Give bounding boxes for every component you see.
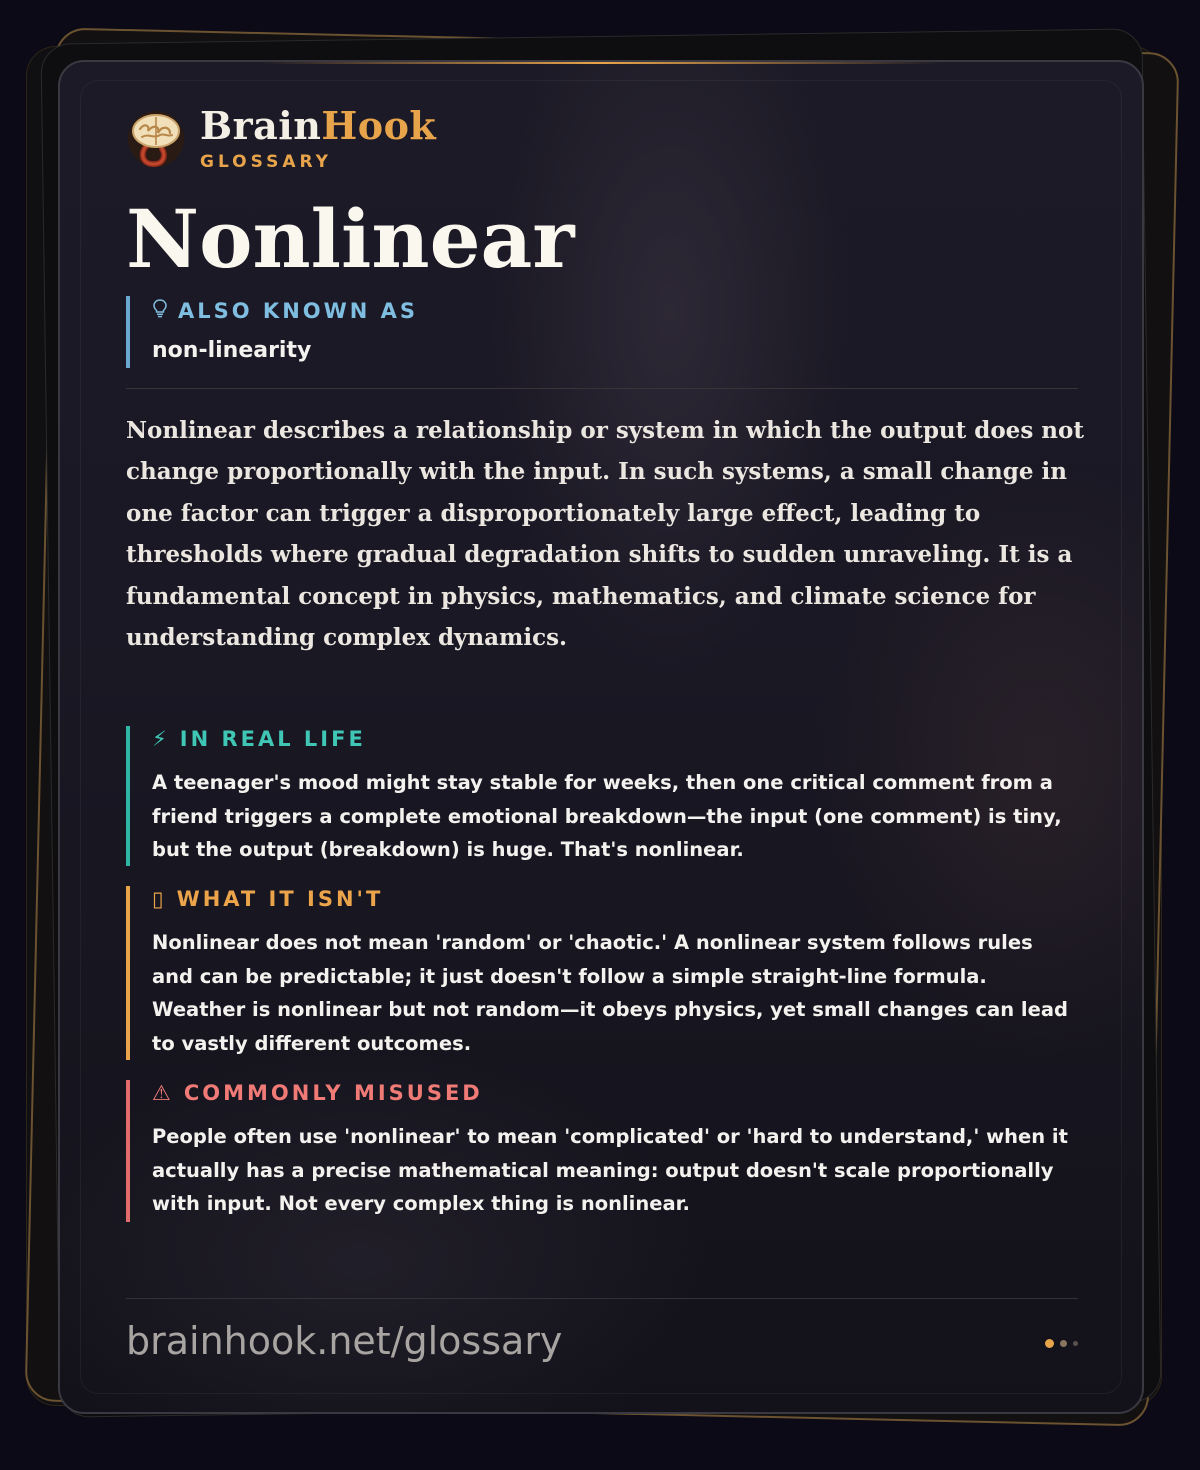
brand-name-part2: Hook: [321, 103, 437, 148]
term-title: Nonlinear: [126, 192, 575, 286]
section-heading-label: COMMONLY MISUSED: [183, 1081, 483, 1105]
footer-url-link[interactable]: brainhook.net/glossary: [126, 1319, 563, 1363]
section-commonly-misused: [126, 1080, 1078, 1222]
pagination-dot-active: [1045, 1339, 1054, 1348]
section-in-real-life: [126, 726, 1078, 866]
warning-icon: ⚠: [152, 1081, 174, 1105]
pagination-dots: [1039, 1339, 1078, 1348]
brand-name: [200, 103, 437, 148]
also-known-as-value: non-linearity: [152, 338, 312, 363]
brand-subtitle: GLOSSARY: [200, 152, 332, 172]
section-heading-label: WHAT IT ISN'T: [176, 887, 384, 911]
footer-divider: [126, 1298, 1078, 1299]
divider: [126, 388, 1078, 389]
section-body: A teenager's mood might stay stable for weeks, then one critical comment from a friend triggers a complete emotional breakdown—the input (one comment) is tiny, but the output (breakdown) is huge. That's nonlinear.: [152, 771, 1062, 862]
glossary-card: [58, 60, 1144, 1414]
section-what-it-isnt: [126, 886, 1078, 1060]
definition-text: Nonlinear describes a relationship or system in which the output does not change proportionally with the input. In such systems, a small change in one factor can trigger a disproportionately large effect, leading to thresholds where gradual degradation shifts to sudden unraveling. It is a fundamental concept in physics, mathematics, and climate science for understanding complex dynamics.: [126, 417, 1084, 652]
pagination-dot: [1073, 1341, 1078, 1346]
also-known-as-heading: [152, 296, 826, 324]
section-heading: [152, 1080, 1078, 1106]
lightbulb-icon: [152, 298, 168, 324]
also-known-as-block: [126, 296, 826, 368]
section-heading: [152, 726, 1078, 752]
lightning-icon: ⚡: [152, 727, 170, 751]
pagination-dot: [1060, 1340, 1067, 1347]
accent-top-line: [260, 62, 942, 64]
section-heading-label: IN REAL LIFE: [179, 727, 366, 751]
missing-glyph-icon: ▯: [152, 887, 167, 911]
brand-header[interactable]: [126, 103, 437, 172]
brain-hook-icon: [126, 109, 186, 169]
brand-name-part1: Brain: [200, 103, 322, 148]
also-known-as-label: ALSO KNOWN AS: [178, 299, 419, 323]
section-heading: [152, 886, 1078, 912]
section-body: Nonlinear does not mean 'random' or 'chaotic.' A nonlinear system follows rules and can be predictable; it just doesn't follow a simple straight-line formula. Weather is nonlinear but not random—it obeys physics, yet small changes can lead to vastly different outcomes.: [152, 931, 1068, 1055]
section-body: People often use 'nonlinear' to mean 'complicated' or 'hard to understand,' when it actually has a precise mathematical meaning: output doesn't scale proportionally with input. Not every complex thing is nonlinear.: [152, 1125, 1068, 1216]
